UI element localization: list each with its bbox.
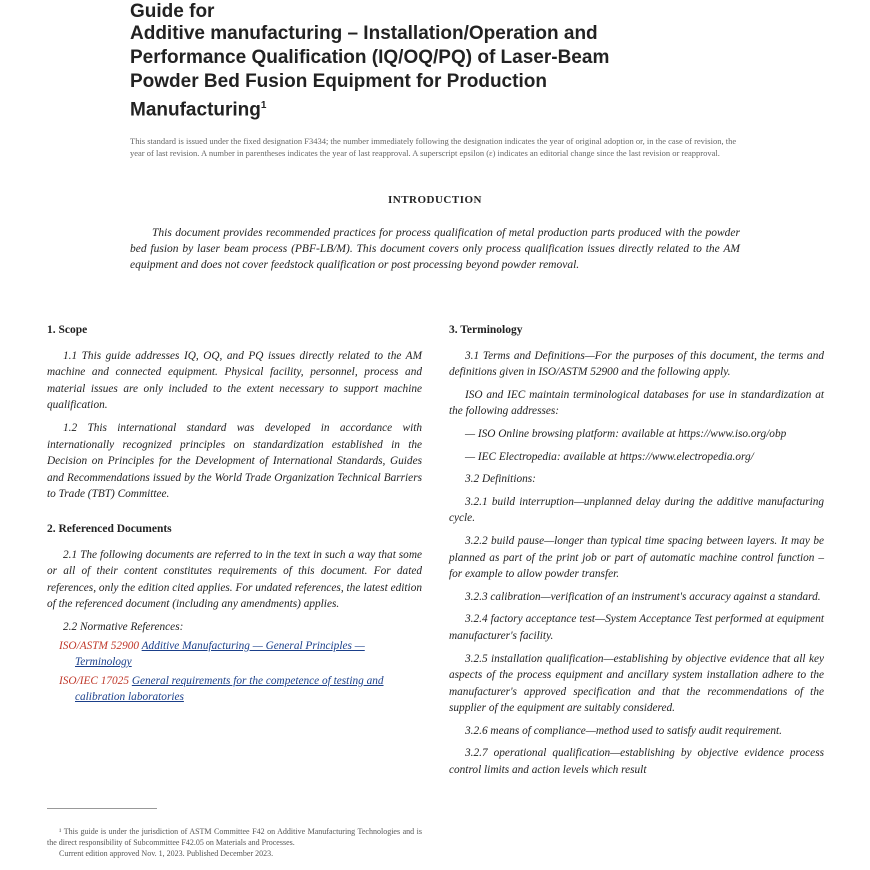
- definition-3-2-3: 3.2.3 calibration—verification of an instrument's accuracy against a standard.: [465, 590, 821, 603]
- document-title-line-1: Additive manufacturing – Installation/Operation and: [130, 23, 598, 44]
- definition-3-2-5: 3.2.5 installation qualification—establishing by objective evidence that all key aspects of the process equipment and ancillary system installation adhere to the manufacturer's approved specification and that the recommendations of the supplier of the equipment are suitably considered.: [449, 652, 824, 715]
- definition-3-2-4: 3.2.4 factory acceptance test—System Acceptance Test performed at equipment manufacturer's facility.: [449, 613, 824, 642]
- reference-code[interactable]: ISO/ASTM 52900: [59, 639, 140, 652]
- document-title-line-2: Performance Qualification (IQ/OQ/PQ) of Laser-Beam: [130, 47, 610, 68]
- terminology-heading: 3. Terminology: [449, 324, 523, 336]
- scope-paragraph-1-2: 1.2 This international standard was developed in accordance with internationally recognized principles on standardization established in the Decision on Principles for the Development of International Standards, Guides and Recommendations issued by the World Trade Organization Technical Barriers to Trade (TBT) Committee.: [47, 421, 422, 501]
- referenced-documents-heading: 2. Referenced Documents: [47, 522, 172, 535]
- reference-title-link[interactable]: Additive Manufacturing — General Principles — Terminology: [75, 639, 365, 669]
- footnote: [47, 826, 422, 859]
- footnote-divider: [47, 808, 157, 809]
- definition-3-2-1: 3.2.1 build interruption—unplanned delay during the additive manufacturing cycle.: [449, 495, 824, 525]
- introduction-text: [130, 226, 740, 273]
- definitions-subheading: 3.2 Definitions:: [465, 473, 536, 486]
- title-footnote-mark[interactable]: 1: [260, 100, 267, 111]
- reference-code[interactable]: ISO/IEC 17025: [59, 674, 129, 687]
- introduction-heading: INTRODUCTION: [387, 194, 482, 206]
- definition-3-2-6: 3.2.6 means of compliance—method used to satisfy audit requirement.: [465, 724, 783, 737]
- normative-references-subheading: 2.2 Normative References:: [63, 620, 184, 633]
- document-header: [130, 2, 730, 122]
- right-column: [449, 322, 824, 785]
- reference-entry[interactable]: [47, 638, 422, 671]
- reference-entry[interactable]: [47, 673, 422, 706]
- introduction-paragraph: This document provides recommended practices for process qualification of metal production parts produced with the powder bed fusion by laser beam process (PBF-LB/M). This document covers only process qualification issues directly related to the AM equipment and does not cover feedstock qualification or post processing beyond powder removal.: [130, 227, 740, 271]
- terminology-databases-note: ISO and IEC maintain terminological databases for use in standardization at the following addresses:: [449, 388, 824, 418]
- definition-3-2-7: 3.2.7 operational qualification—establishing by objective evidence process control limits and action levels which result: [449, 747, 824, 777]
- document-title-line-4-text: Manufacturing: [130, 99, 261, 121]
- document-title-line-4: [130, 94, 730, 122]
- footnote-paragraph-1: ¹ This guide is under the jurisdiction of ASTM Committee F42 on Additive Manufacturing Technologies and is the direct responsibility of Subcommittee F42.05 on Materials and Processes.: [47, 827, 422, 847]
- iec-electropedia-link[interactable]: — IEC Electropedia: available at https://www.electropedia.org/: [465, 450, 754, 463]
- referenced-paragraph-2-1: 2.1 The following documents are referred to in the text in such a way that some or all of their content constitutes requirements of this document. For dated references, only the edition cited applies. For undated references, the latest edition of the referenced document (including any amendments) applies.: [47, 548, 422, 611]
- document-title-line-3: Powder Bed Fusion Equipment for Production: [130, 71, 547, 92]
- terminology-paragraph-3-1: 3.1 Terms and Definitions—For the purposes of this document, the terms and definitions given in ISO/ASTM 52900 and the following apply.: [449, 349, 824, 379]
- standard-designation-note: This standard is issued under the fixed designation F3434; the number immediately following the designation indicates the year of original adoption or, in the case of revision, the year of last revision. A number in parentheses indicates the year of last reapproval. A superscript epsilon (ε) indicates an editorial change since the last revision or reapproval.: [130, 136, 737, 158]
- guide-for-label: Guide for: [130, 1, 215, 22]
- footnote-paragraph-2: Current edition approved Nov. 1, 2023. Published December 2023.: [59, 849, 274, 858]
- definition-3-2-2: 3.2.2 build pause—longer than typical time spacing between layers. It may be planned as part of the print job or part of automatic machine control function – for example to allow powder transfer.: [449, 534, 824, 581]
- left-column: [47, 322, 422, 708]
- scope-heading: 1. Scope: [47, 324, 88, 336]
- iso-obp-link[interactable]: — ISO Online browsing platform: available at https://www.iso.org/obp: [465, 427, 787, 440]
- reference-title-link[interactable]: General requirements for the competence of testing and calibration laboratories: [75, 674, 384, 704]
- scope-paragraph-1-1: 1.1 This guide addresses IQ, OQ, and PQ issues directly related to the AM machine and connected equipment. Physical facility, personnel, process and material issues are only included to the extent necessary to support machine qualification.: [47, 349, 422, 412]
